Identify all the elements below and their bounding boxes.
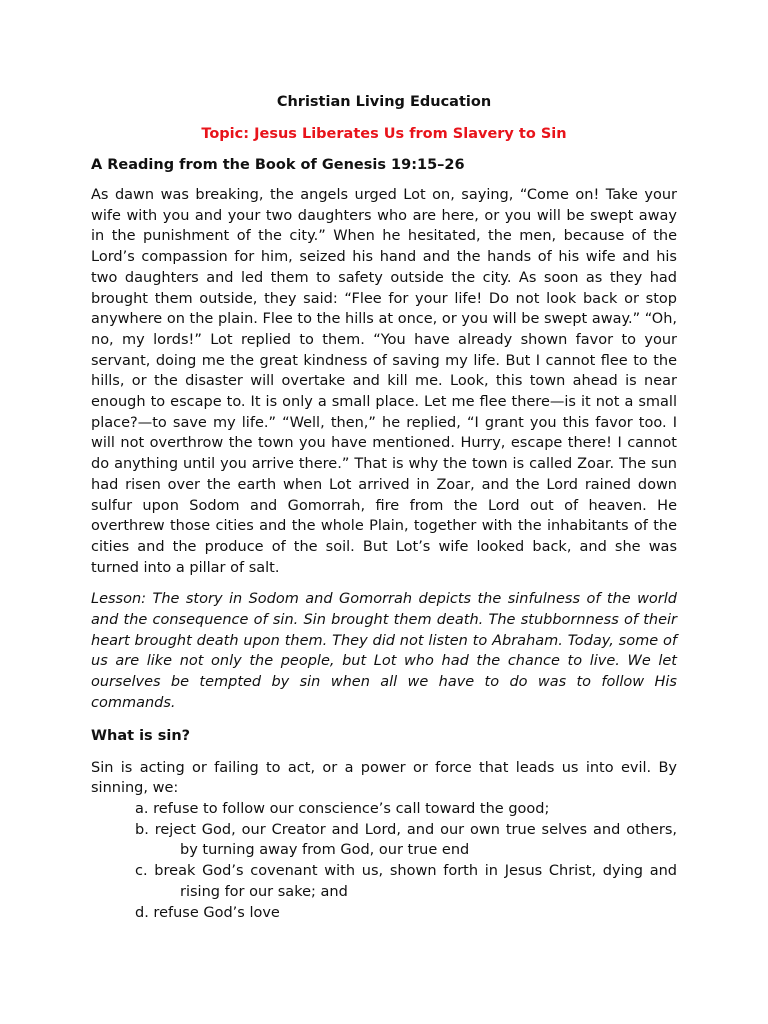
reading-heading: A Reading from the Book of Genesis 19:15–26 — [91, 157, 465, 173]
sin-definition-paragraph: Sin is acting or failing to act, or a power or force that leads us into evil. By sinning, we: — [91, 759, 677, 797]
list-item: c. break God’s covenant with us, shown forth in Jesus Christ, dying and rising for our sake; and — [135, 863, 677, 900]
document-title: Christian Living Education — [276, 94, 492, 110]
what-is-sin-heading: What is sin? — [91, 727, 191, 744]
list-item: a. refuse to follow our conscience’s call toward the good; — [135, 800, 550, 817]
sin-list — [91, 799, 677, 923]
list-item: b. reject God, our Creator and Lord, and our own true selves and others, by turning away from God, our true end — [135, 821, 677, 859]
lesson-paragraph: Lesson: The story in Sodom and Gomorrah depicts the sinfulness of the world and the consequence of sin. Sin brought them death. The stubbornness of their heart brought death upon them. They did not listen to Abraham. Today, some of us are like not only the people, but Lot who had the chance to live. We let ourselves be tempted by sin when all we have to do was to follow His commands. — [91, 591, 677, 711]
list-item: d. refuse God’s love — [135, 904, 280, 921]
topic-heading: Topic: Jesus Liberates Us from Slavery to Sin — [201, 126, 567, 142]
reading-paragraph: As dawn was breaking, the angels urged Lot on, saying, “Come on! Take your wife with you and your two daughters who are here, or you will be swept away in the punishment of the city.” When he hesitated, the men, because of the Lord’s compassion for him, seized his hand and the hands of his wife and his two daughters and led them to safety outside the city. As soon as they had brought them outside, they said: “Flee for your life! Do not look back or stop anywhere on the plain. Flee to the hills at once, or you will be swept away.” “Oh, no, my lords!” Lot replied to them. “You have already shown favor to your servant, doing me the great kindness of saving my life. But I cannot flee to the hills, or the disaster will overtake and kill me. Look, this town ahead is near enough to escape to. It is only a small place. Let me flee there—is it not a small place?—to save my life.” “Well, then,” he replied, “I grant you this favor too. I will not overthrow the town you have mentioned. Hurry, escape there! I cannot do anything until you arrive there.” That is why the town is called Zoar. The sun had risen over the earth when Lot arrived in Zoar, and the Lord rained down sulfur upon Sodom and Gomorrah, fire from the Lord out of heaven. He overthrew those cities and the whole Plain, together with the inhabitants of the cities and the produce of the soil. But Lot’s wife looked back, and she was turned into a pillar of salt. — [91, 187, 677, 576]
